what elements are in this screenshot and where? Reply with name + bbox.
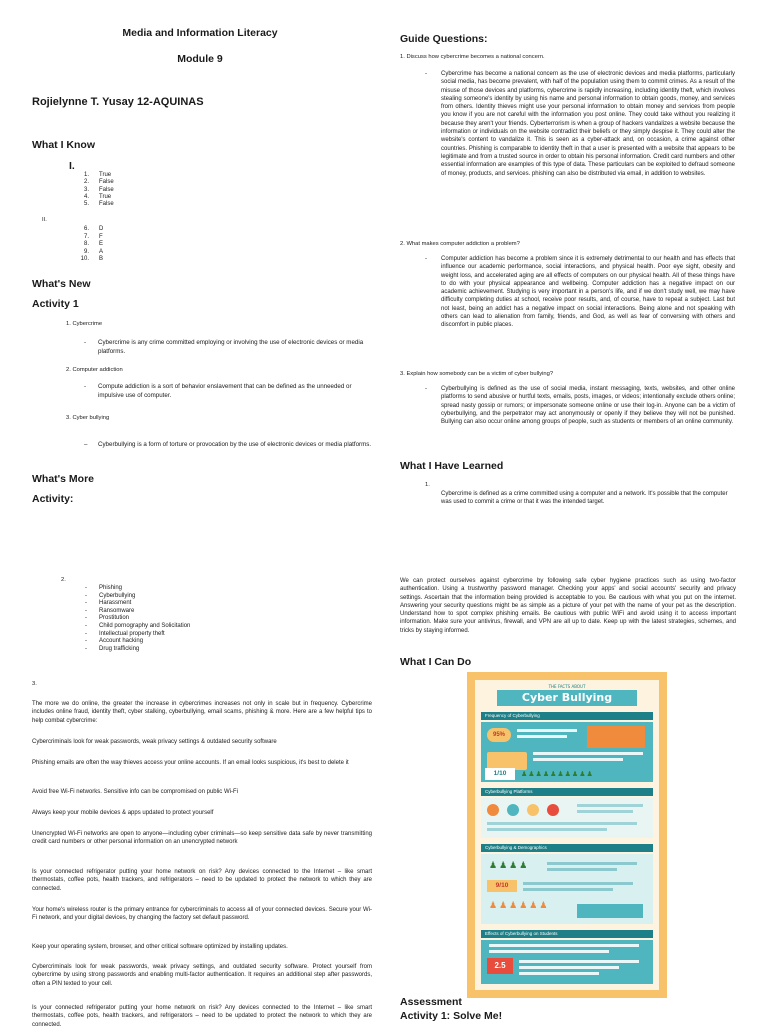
infographic-kicker: THE FACTS ABOUT [548, 684, 586, 689]
infographic-section-demographics: Cyberbullying & Demographics [481, 844, 653, 852]
module-label: Module 9 [177, 53, 223, 65]
paragraph: Cybercriminals look for weak passwords, weak privacy settings, and outdated security software. Protect yourself from cybercrime by using strong passwords and enabling multi-factor authentication. It requires an additional step after passwords, often a PIN texted to your cell. [32, 964, 372, 987]
list-item: 2. False [83, 179, 114, 186]
list-item: 1. True [83, 172, 112, 178]
paragraph: Always keep your mobile devices & apps updated to protect yourself [32, 810, 214, 816]
paragraph: Is your connected refrigerator putting your home network on risk? Any devices connected to the Internet – like smart thermostats, coffee pots, health trackers, and refrigerators – need to be updated to protect the network to which they are connected. [32, 869, 372, 892]
text-line [487, 828, 607, 831]
term-definition: - Cybercrime is any crime committed employing or involving the use of electronic devices or media platforms. [84, 339, 364, 356]
part1-label: I. [69, 160, 75, 172]
infographic-section-platforms: Cyberbullying Platforms [481, 788, 653, 796]
paragraph: Avoid free Wi-Fi networks. Sensitive info can be compromised on public Wi-Fi [32, 789, 238, 795]
term-label: 2. Computer addiction [66, 367, 123, 373]
question-text: 1. Discuss how cybercrime becomes a national concern. [400, 54, 545, 60]
platform-icon [547, 804, 559, 816]
item-number: 1. [425, 482, 430, 488]
answer-paragraph: - Computer addiction has become a problem since it is extremely detrimental to our health and has effects that influence our academic performance, social interactions, and physical health. Poor eye sight, obesity and weight loss, and accelerated aging are all effects of computers on our physical health. All of these things have to do with your physical appearance and wellbeing. Computer addiction has a negative impact on our academic achievement. Studying is very important in a person's life, and if we don't study well, we may have difficulty completing duties at school, receive poor results, and, of course, have to repeat a subject. Last but not least, being an addict has a negative impact on social interactions. Being alone and not speaking with others can lead to alienation from family, friends, and God, as well as fear of conversing with others and discomfort in public places. [425, 256, 735, 329]
text-line [533, 752, 643, 755]
cyberbullying-infographic [467, 672, 667, 998]
answer-paragraph: - Cyberbullying is defined as the use of social media, instant messaging, texts, websites, and other online platforms to send abusive or hurtful texts, emails, posts, images, or videos; intentionally exclude others online; spread nasty gossip or rumors; or impersonate someone online or use their log-in. Anyone can be a victim of cyberbullying, and the perpetrator may act anonymously or openly if they believe they will not be punished. Bullying can also occur online among groups of people, such as students or members of an online community. [425, 386, 735, 426]
activity-heading: Activity: [32, 493, 74, 505]
paragraph: Phishing emails are often the way thieves access your online accounts. If an email looks suspicious, it's best to delete it [32, 760, 349, 766]
what-i-know-heading: What I Know [32, 139, 95, 151]
part1-answer-list [75, 172, 195, 212]
text-line [489, 950, 609, 953]
item-number: 3. [32, 681, 37, 687]
part2-answer-list [75, 226, 195, 266]
guide-questions-heading: Guide Questions: [400, 33, 488, 45]
question-text: 3. Explain how somebody can be a victim of cyber bullying? [400, 371, 554, 377]
people-icons: ♟♟♟♟♟♟ [489, 900, 550, 910]
learned-paragraph: Cybercrime is defined as a crime committed using a computer and a network. It's possible that the computer was used to commit a crime or that it was the intended target. [441, 491, 728, 506]
question-text: 2. What makes computer addiction a problem? [400, 241, 520, 247]
platform-icon [487, 804, 499, 816]
list-item: - Drug trafficking [85, 646, 285, 654]
list-item: 7. F [83, 233, 103, 240]
platform-icon [527, 804, 539, 816]
paragraph: Unencrypted Wi-Fi networks are open to anyone—including cyber criminals—so keep sensitive data safe by never transmitting credit card numbers or other personal information on an unencrypted network [32, 831, 372, 846]
cybercrime-types-list [85, 585, 285, 653]
list-item: 10. B [80, 256, 104, 263]
text-line [489, 944, 639, 947]
term-definition: - Compute addiction is a sort of behavior enslavement that can be defined as the unneeded or impulsive use of computer. [84, 383, 352, 400]
list-item: 4. True [83, 193, 112, 200]
activity1-heading: Activity 1 [32, 298, 79, 310]
document-title: Media and Information Literacy [122, 27, 278, 39]
text-line [577, 810, 633, 813]
list-item: 3. False [83, 186, 114, 193]
text-line [577, 804, 643, 807]
text-line [523, 888, 613, 891]
text-line [519, 966, 619, 969]
text-line [547, 868, 617, 871]
list-item: - Child pornography and Solicitation [85, 623, 285, 631]
stat-two-point-five: 2.5 [487, 958, 513, 974]
stat-box [577, 904, 643, 918]
protect-paragraph: We can protect ourselves against cybercrime by following safe cyber hygiene practices such as using two-factor authentication. Using a trustworthy password manager. Checking your apps' and social accounts' security and privacy settings. Ascertain that the information being provided is acceptable to you. Be cautious with what you put on the internet. Answering your security questions might be as simple as a picture of your pet with the name of your pet as the description. Understand how to spot complex phishing emails. Be cautious with public WiFi and avoid using it to access important information. Make sure your antivirus, firewall, and VPN are all up to date. Keep up with the latest strategies, schemes, and tricks by staying informed. [400, 578, 736, 634]
paragraph: Cybercriminals look for weak passwords, weak privacy settings & outdated security software [32, 739, 277, 745]
text-line [533, 758, 623, 761]
list-item: - Harassment [85, 600, 285, 608]
text-line [517, 735, 567, 738]
what-i-can-do-heading: What I Can Do [400, 656, 472, 668]
stat-box [587, 726, 645, 748]
whats-more-heading: What's More [32, 473, 95, 485]
stat-one-in-ten: 1/10 [485, 768, 515, 780]
text-line [517, 729, 577, 732]
list-item: - Phishing [85, 585, 285, 593]
part2-label: II. [42, 217, 47, 223]
assessment-heading: Assessment [400, 996, 462, 1008]
text-line [487, 822, 637, 825]
text-line [523, 882, 633, 885]
paragraph: Is your connected refrigerator putting your home network on risk? Any devices connected to the Internet – like smart thermostats, coffee pots, health trackers, and refrigerators – need to be updated to protect the network to which they are connected. [32, 1005, 372, 1028]
infographic-section-effects: Effects of Cyberbullying on Students [481, 930, 653, 938]
list-item: 5. False [83, 201, 114, 208]
term-definition: – Cyberbullying is a form of torture or provocation by the use of electronic devices or media platforms. [84, 441, 372, 448]
paragraph: Keep your operating system, browser, and other critical software optimized by installing updates. [32, 944, 288, 950]
list-item: - Prostitution [85, 615, 285, 623]
list-item: - Account hacking [85, 638, 285, 646]
list-item: 9. A [83, 248, 104, 255]
infographic-title: Cyber Bullying [497, 690, 637, 706]
list-item: - Ransomware [85, 608, 285, 616]
term-label: 3. Cyber bullying [66, 415, 110, 421]
answer-paragraph: - Cybercrime has become a national concern as the use of electronic devices and media platforms, particularly social media, has become prevalent, with half of the population using them to commit crimes. As a result of the misuse of those devices and platforms, cybercrime is rapidly increasing, including identity theft, which involves stealing someone's identity by using his name and personal information to obtain goods, money, and services from others. Identity thieves might use your personal information to obtain money and services from people you know if you are not careful with the information you post online. They could take without you realizing it because they aren't your friends. Cyberterrorism is when a group of hackers vandalizes a website because the information or individuals on the website contradict their beliefs or they simply despise it. They could alter the website's content to vandalize it. This is seen as a cyber-attack and, on occasion, a crime against other countries. Phishing is comparable to identity theft in that a user is presented with a website that appears to be legitimate and from a trusted source in order to obtain his personal information. Credit card numbers and other essential information are examples of this type of data. These particulars can be exploited to defraud someone of money, products, and services. phishing can also be distributed via email, in addition to websites. [425, 71, 735, 177]
term-label: 1. Cybercrime [66, 321, 103, 327]
people-icons: ♟♟♟♟♟♟♟♟♟♟ [521, 771, 594, 778]
student-name: Rojielynne T. Yusay 12-AQUINAS [32, 96, 204, 108]
list-item: 6. D [83, 226, 104, 232]
platform-icon [507, 804, 519, 816]
stat-95-percent: 95% [487, 728, 511, 742]
stat-nine-in-ten: 9/10 [487, 880, 517, 892]
what-i-have-learned-heading: What I Have Learned [400, 460, 504, 472]
text-line [519, 972, 599, 975]
paragraph: Your home's wireless router is the primary entrance for cybercriminals to access all of your connected devices. Secure your Wi-Fi network, and your digital devices, by changing the factory set default password. [32, 907, 372, 922]
infographic-section-frequency: Frequency of Cyberbullying [481, 712, 653, 720]
list-item: 8. E [83, 241, 104, 248]
activity-solve-me-heading: Activity 1: Solve Me! [400, 1010, 503, 1022]
text-line [547, 862, 637, 865]
list-item: - Intellectual property theft [85, 631, 285, 639]
paragraph: The more we do online, the greater the increase in cybercrimes increases not only in scale but in frequency. Cybercrime includes online fraud, identity theft, cyber stalking, cyberbullying, email scams, phishing & more. Here are a few helpful tips to help combat cybercrime: [32, 701, 372, 724]
item-number: 2. [61, 577, 66, 583]
list-item: - Cyberbullying [85, 593, 285, 601]
people-icons: ♟♟♟♟ [489, 860, 530, 870]
whats-new-heading: What's New [32, 278, 91, 290]
text-line [519, 960, 639, 963]
